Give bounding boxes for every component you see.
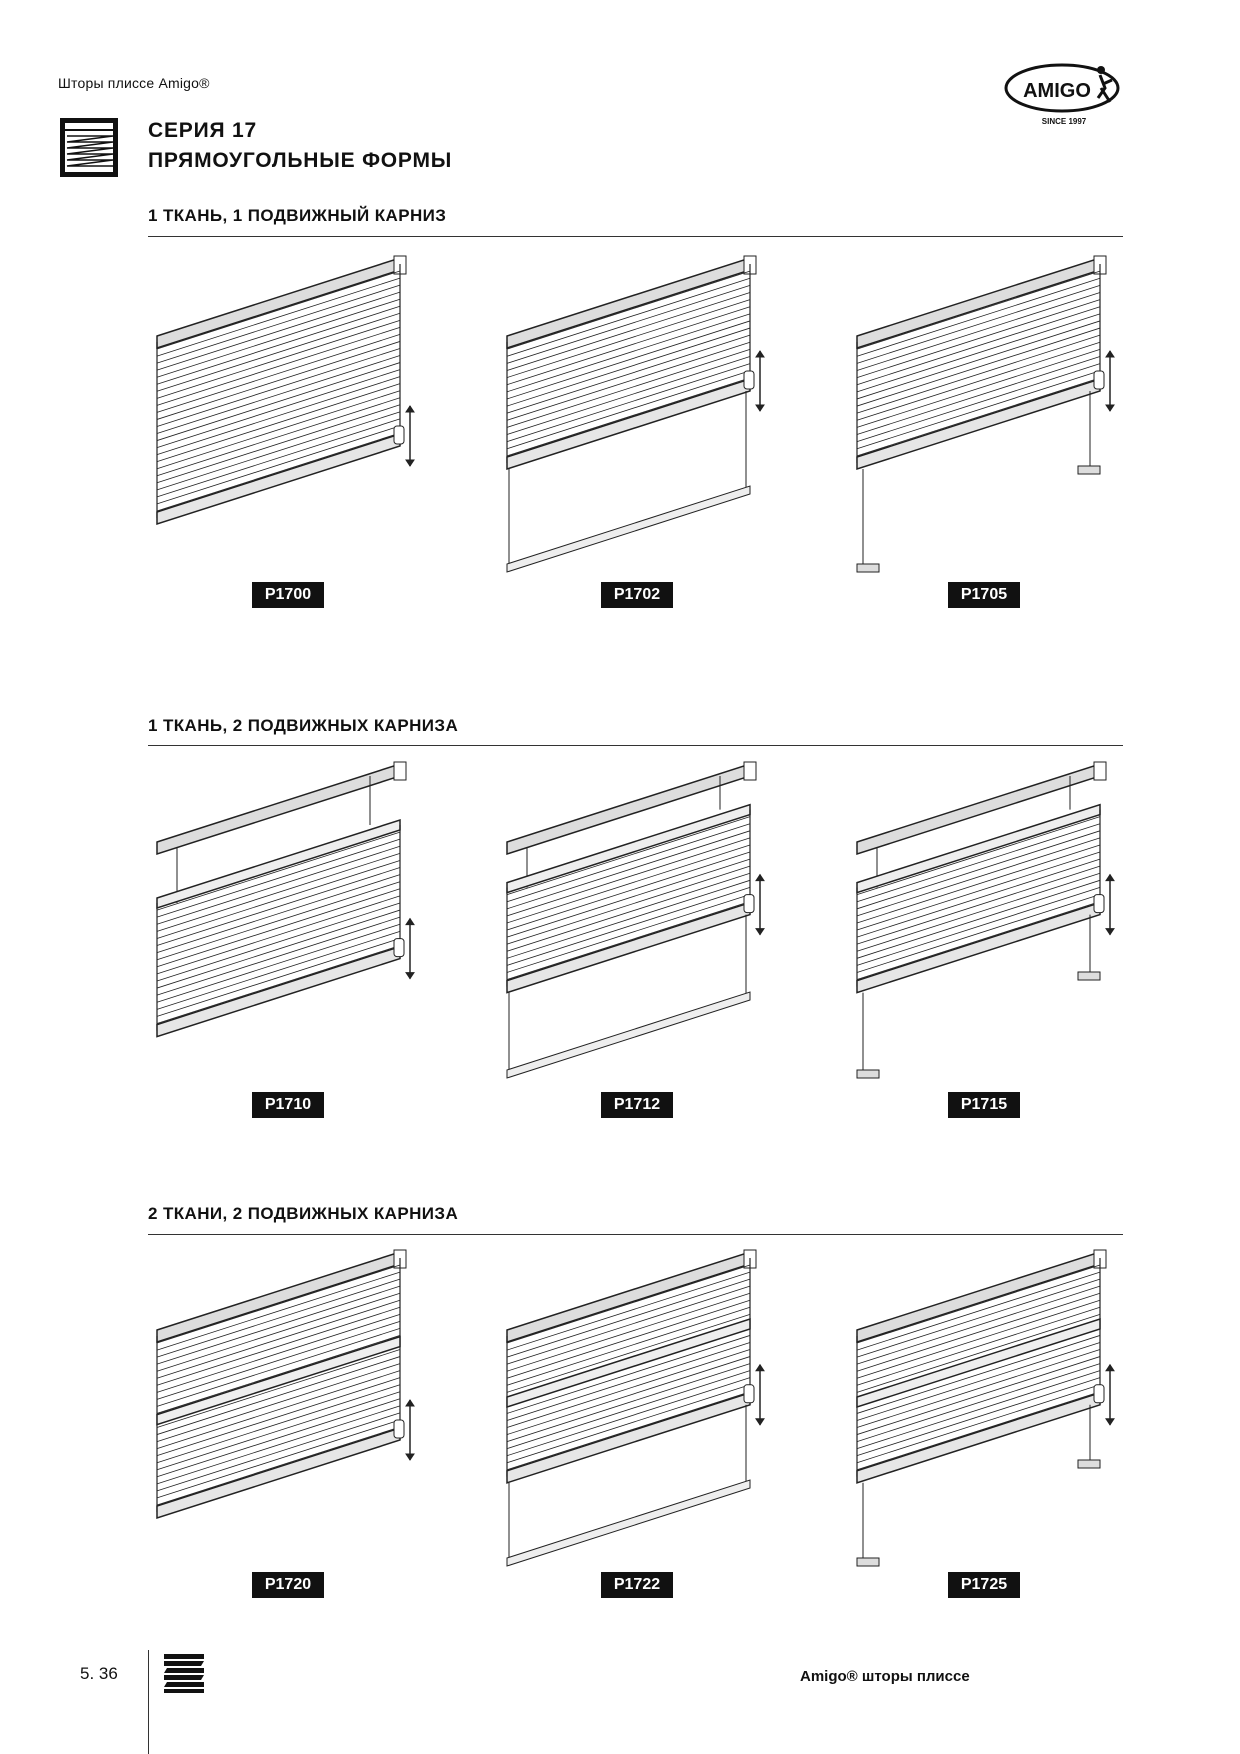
arrow-head-down xyxy=(756,405,764,411)
pleat-line xyxy=(157,860,400,938)
pleat-line xyxy=(857,902,1100,980)
floor-clip xyxy=(1078,1460,1100,1468)
pleat-line xyxy=(507,271,750,349)
bottom-rail xyxy=(507,1393,750,1483)
pleat-line xyxy=(507,307,750,385)
pleat-line xyxy=(857,1335,1100,1413)
pleat-line xyxy=(507,1335,750,1413)
pleat-line xyxy=(507,902,750,980)
arrow-head-down xyxy=(756,929,764,935)
blind-diagram xyxy=(845,250,1115,590)
pleat-line xyxy=(507,1392,750,1470)
handle xyxy=(744,895,754,913)
head-rail xyxy=(857,1252,1100,1342)
pleat-line xyxy=(507,342,750,420)
blind-diagram xyxy=(145,1244,415,1584)
floor-clip xyxy=(1078,466,1100,474)
pleat-line xyxy=(157,405,400,483)
end-cap xyxy=(394,762,406,780)
arrow-head-up xyxy=(406,919,414,925)
model-code: P1705 xyxy=(948,582,1020,608)
pleat-line xyxy=(157,910,400,988)
bottom-tension-bar xyxy=(507,1480,750,1566)
pleat-line xyxy=(157,889,400,967)
floor-clip xyxy=(1078,972,1100,980)
pleat-line xyxy=(157,1272,400,1350)
handle xyxy=(1094,1385,1104,1403)
pleat-line xyxy=(857,307,1100,385)
blind-drawing xyxy=(507,762,764,1078)
arrow-head-down xyxy=(406,460,414,466)
pleat-line xyxy=(157,938,400,1016)
section-divider xyxy=(148,236,1123,237)
pleat-line xyxy=(857,817,1100,895)
pleat-line xyxy=(857,1392,1100,1470)
blind-diagram xyxy=(845,1244,1115,1584)
arrow-head-up xyxy=(406,1400,414,1406)
head-rail xyxy=(507,258,750,348)
pleat-line xyxy=(507,378,750,456)
pleat-line xyxy=(507,371,750,449)
pleat-line xyxy=(857,349,1100,427)
amigo-logo xyxy=(1002,58,1126,128)
pleat-line xyxy=(157,1293,400,1371)
pleat-line xyxy=(157,868,400,946)
model-code: P1720 xyxy=(252,1572,324,1598)
model-code: P1700 xyxy=(252,582,324,608)
pleat-line xyxy=(857,342,1100,420)
pleat-line xyxy=(157,1357,400,1435)
pleat-line xyxy=(157,348,400,426)
pleat-line xyxy=(157,1350,400,1428)
pleat-line xyxy=(157,278,400,356)
model-code: P1725 xyxy=(948,1572,1020,1598)
handle xyxy=(744,371,754,389)
floor-clip xyxy=(857,1558,879,1566)
bottom-rail xyxy=(157,947,400,1037)
pleat-line xyxy=(507,1364,750,1442)
blind-drawing xyxy=(507,1250,764,1566)
model-code: P1710 xyxy=(252,1092,324,1118)
model-code: P1702 xyxy=(601,582,673,608)
pleat-line xyxy=(157,1335,400,1413)
pleat-line xyxy=(157,377,400,455)
end-cap xyxy=(1094,762,1106,780)
section-divider xyxy=(148,1234,1123,1235)
pleat-line xyxy=(157,832,400,910)
pleat-line xyxy=(157,271,400,349)
document-title: Шторы плиссе Amigo® xyxy=(58,75,210,91)
pleat-line xyxy=(157,426,400,504)
series-title xyxy=(148,116,452,176)
bottom-rail xyxy=(857,903,1100,993)
blind-drawing xyxy=(857,762,1114,1078)
svg-text:AMIGO: AMIGO xyxy=(1023,80,1091,102)
series-shape: ПРЯМОУГОЛЬНЫЕ ФОРМЫ xyxy=(148,149,453,172)
arrow-head-up xyxy=(756,1365,764,1371)
floor-clip xyxy=(857,564,879,572)
arrow-head-down xyxy=(406,973,414,979)
pleat-line xyxy=(157,334,400,412)
pleat-line xyxy=(157,433,400,511)
pleat-line xyxy=(857,1364,1100,1442)
arrow-head-up xyxy=(1106,875,1114,881)
head-rail xyxy=(857,764,1100,854)
pleat-line xyxy=(857,271,1100,349)
end-cap xyxy=(744,762,756,780)
pleat-line xyxy=(507,873,750,951)
model-code: P1722 xyxy=(601,1572,673,1598)
pleat-line xyxy=(857,278,1100,356)
head-rail xyxy=(507,764,750,854)
pleat-line xyxy=(507,817,750,895)
pleat-line xyxy=(157,341,400,419)
pleat-line xyxy=(157,363,400,441)
footer-divider xyxy=(148,1650,149,1754)
floor-clip xyxy=(857,1070,879,1078)
pleat-line xyxy=(157,1427,400,1505)
arrow-head-down xyxy=(1106,405,1114,411)
pleat-line xyxy=(507,278,750,356)
pleat-line xyxy=(857,300,1100,378)
footer-brand: Amigo® шторы плиссе xyxy=(800,1668,970,1685)
bottom-rail xyxy=(857,1393,1100,1483)
pleat-line xyxy=(157,839,400,917)
arrow-head-up xyxy=(756,351,764,357)
pleat-line xyxy=(157,946,400,1024)
pleat-line xyxy=(157,917,400,995)
handle xyxy=(744,1385,754,1403)
section-title: 2 ТКАНИ, 2 ПОДВИЖНЫХ КАРНИЗА xyxy=(148,1204,459,1223)
handle xyxy=(394,1420,404,1438)
section-title: 1 ТКАНЬ, 1 ПОДВИЖНЫЙ КАРНИЗ xyxy=(148,206,447,225)
bottom-tension-bar xyxy=(507,992,750,1078)
pleat-line xyxy=(857,1385,1100,1463)
blind-diagram xyxy=(495,250,765,590)
pleat-line xyxy=(157,299,400,377)
bottom-rail xyxy=(507,903,750,993)
head-rail xyxy=(507,1252,750,1342)
bottom-tension-bar xyxy=(507,486,750,572)
pleat-line xyxy=(857,378,1100,456)
blind-diagram xyxy=(145,250,415,590)
series-number: СЕРИЯ 17 xyxy=(148,119,257,142)
bottom-rail xyxy=(857,379,1100,469)
pleat-line xyxy=(157,306,400,384)
blind-drawing xyxy=(857,1250,1114,1566)
section-title: 1 ТКАНЬ, 2 ПОДВИЖНЫХ КАРНИЗА xyxy=(148,716,459,735)
pleat-line xyxy=(507,300,750,378)
bottom-rail xyxy=(507,379,750,469)
pleated-blind-icon xyxy=(60,118,118,177)
pleat-line xyxy=(857,371,1100,449)
handle xyxy=(394,939,404,957)
pleat-line xyxy=(157,1265,400,1343)
arrow-head-down xyxy=(406,1454,414,1460)
head-rail xyxy=(157,1252,400,1342)
model-code: P1712 xyxy=(601,1092,673,1118)
blind-diagram xyxy=(845,756,1115,1096)
middle-rail xyxy=(507,805,750,893)
pleat-line xyxy=(157,327,400,405)
bottom-rail xyxy=(157,434,400,524)
pleated-blind-icon xyxy=(163,1652,205,1694)
blind-drawing xyxy=(157,256,414,524)
arrow-head-down xyxy=(1106,929,1114,935)
pleat-line xyxy=(507,845,750,923)
pleat-line xyxy=(507,349,750,427)
bottom-rail xyxy=(157,1428,400,1518)
svg-text:SINCE 1997: SINCE 1997 xyxy=(1041,117,1087,126)
pleat-line xyxy=(507,1385,750,1463)
head-rail xyxy=(857,258,1100,348)
blind-drawing xyxy=(157,1250,414,1518)
pleat-line xyxy=(157,398,400,476)
pleat-line xyxy=(157,1420,400,1498)
arrow-head-up xyxy=(1106,1365,1114,1371)
blind-diagram xyxy=(495,756,765,1096)
handle xyxy=(394,426,404,444)
handle xyxy=(1094,895,1104,913)
arrow-head-up xyxy=(756,875,764,881)
blind-diagram xyxy=(495,1244,765,1584)
pleat-line xyxy=(157,846,400,924)
blind-drawing xyxy=(857,256,1114,572)
blind-drawing xyxy=(157,762,414,1037)
arrow-head-down xyxy=(756,1419,764,1425)
pleat-line xyxy=(507,894,750,972)
handle xyxy=(1094,371,1104,389)
pleat-line xyxy=(157,356,400,434)
pleat-line xyxy=(157,370,400,448)
pleat-line xyxy=(157,1328,400,1406)
arrow-head-up xyxy=(1106,351,1114,357)
pleat-line xyxy=(157,1300,400,1378)
head-rail xyxy=(157,258,400,348)
middle-rail xyxy=(857,805,1100,893)
pleat-line xyxy=(157,1321,400,1399)
arrow-head-down xyxy=(1106,1419,1114,1425)
page-number: 5. 36 xyxy=(80,1664,118,1683)
pleat-line xyxy=(857,845,1100,923)
pleat-line xyxy=(857,894,1100,972)
arrow-head-up xyxy=(406,406,414,412)
blind-drawing xyxy=(507,256,764,572)
blind-diagram xyxy=(145,756,415,1096)
section-divider xyxy=(148,745,1123,746)
model-code: P1715 xyxy=(948,1092,1020,1118)
pleat-line xyxy=(857,873,1100,951)
